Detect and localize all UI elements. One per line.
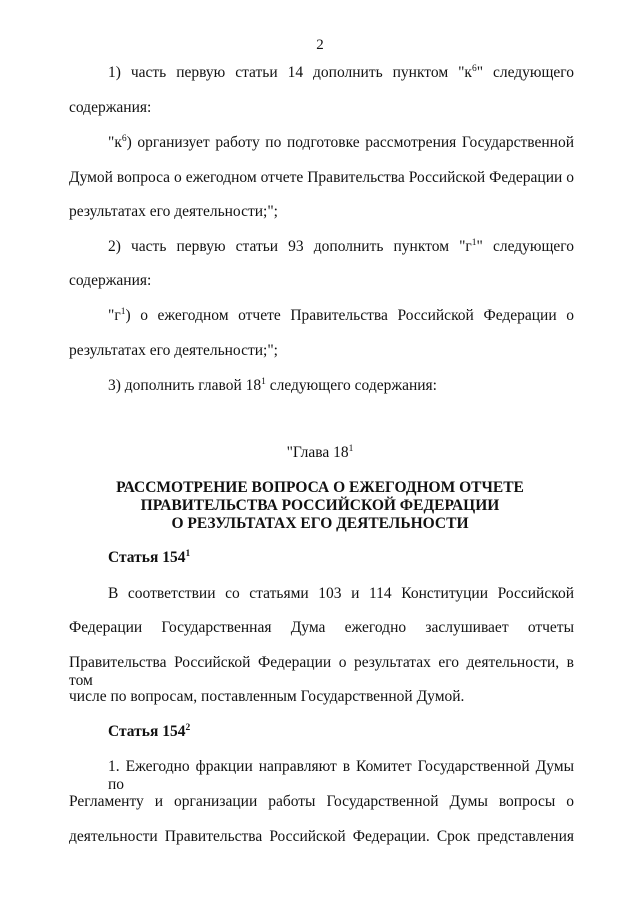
article-154-2-line-2: Регламенту и организации работы Государственной Думы вопросы о	[69, 793, 574, 810]
clause-g1-line-2: результатах его деятельности;";	[69, 342, 278, 359]
article-154-1-line-2: Федерации Государственная Дума ежегодно заслушивает отчеты	[69, 619, 574, 636]
amendment-2-line-1: 2) часть первую статьи 93 дополнить пунктом "$г^1$" следующего	[108, 237, 574, 255]
article-154-1-heading: Статья $154^1$	[108, 548, 191, 566]
clause-k6-line-2: Думой вопроса о ежегодном отчете Правительства Российской Федерации о	[69, 169, 574, 186]
article-154-1-line-1: В соответствии со статьями 103 и 114 Конституции Российской	[108, 585, 574, 602]
amendment-3-line-1: 3) дополнить главой $18^1$ следующего содержания:	[108, 376, 437, 394]
article-154-2-heading: Статья $154^2$	[108, 722, 191, 740]
article-154-1-line-4: числе по вопросам, поставленным Государственной Думой.	[69, 688, 465, 705]
article-154-2-line-1: 1. Ежегодно фракции направляют в Комитет Государственной Думы по	[108, 758, 574, 793]
amendment-1-line-1: 1) часть первую статьи 14 дополнить пунктом "$к^6$" следующего	[108, 63, 575, 81]
clause-k6-line-3: результатах его деятельности;";	[69, 203, 278, 220]
clause-g1-line-1: "$г^1$) о ежегодном отчете Правительства Российской Федерации о	[108, 306, 574, 324]
article-154-1-line-3: Правительства Российской Федерации о результатах его деятельности, в том	[69, 654, 574, 689]
chapter-title-line-1: РАССМОТРЕНИЕ ВОПРОСА О ЕЖЕГОДНОМ ОТЧЕТЕ	[116, 479, 524, 496]
chapter-title-line-2: ПРАВИТЕЛЬСТВА РОССИЙСКОЙ ФЕДЕРАЦИИ	[140, 497, 500, 514]
amendment-2-line-2: содержания:	[69, 272, 152, 289]
amendment-1-line-2: содержания:	[69, 99, 152, 116]
chapter-title-line-3: О РЕЗУЛЬТАТАХ ЕГО ДЕЯТЕЛЬНОСТИ	[171, 515, 469, 532]
article-154-2-line-3: деятельности Правительства Российской Федерации. Срок представления	[69, 828, 574, 845]
chapter-label: "Глава $18^1$	[286, 443, 354, 461]
page-number: 2	[316, 37, 324, 53]
clause-k6-line-1: "$к^6$) организует работу по подготовке рассмотрения Государственной	[108, 133, 574, 151]
